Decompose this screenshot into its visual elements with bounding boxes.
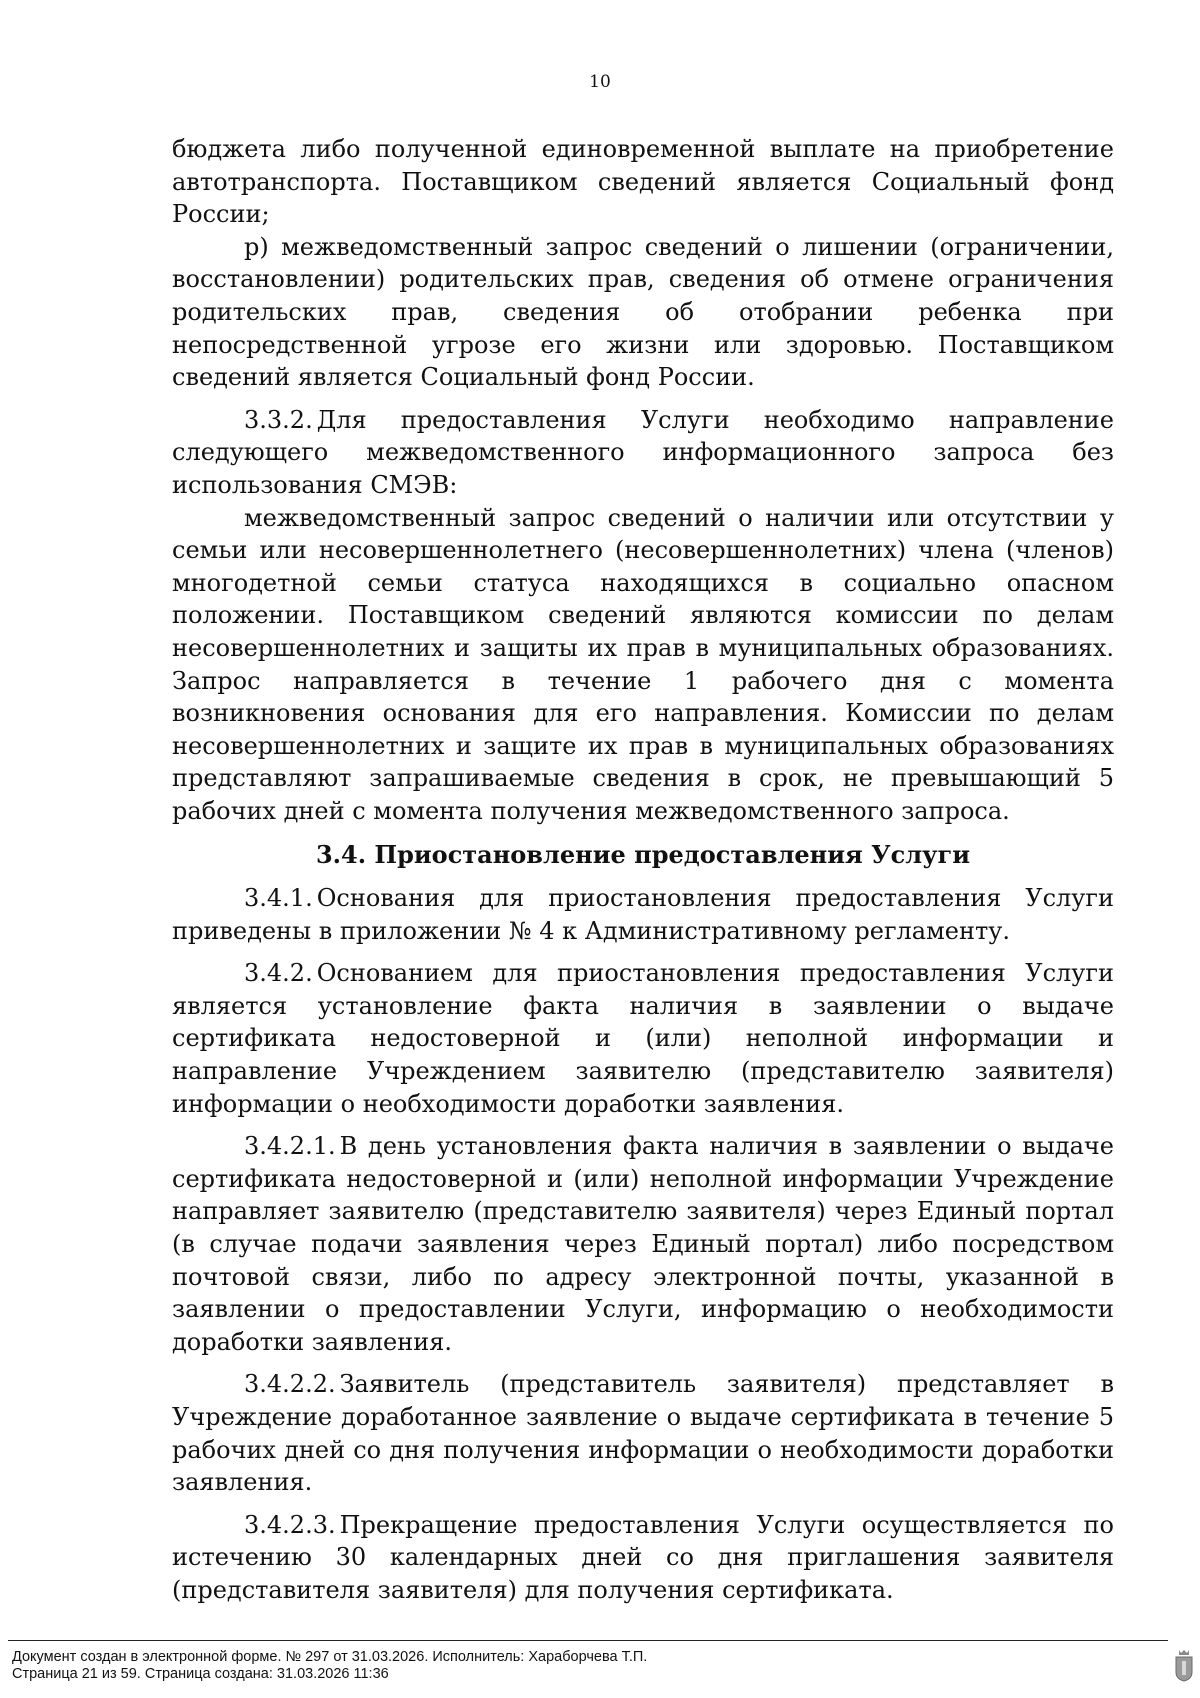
section-number: 3.3.2. bbox=[244, 405, 313, 434]
paragraph-text: Основанием для приостановления предоставления Услуги является установление факта наличия в заявлении о выдаче сертификата недостоверной и (или) неполной информации и направление Учреждением заявителю (представителю заявителя) информации о необходимости доработки заявления. bbox=[172, 959, 1114, 1118]
paragraph-item-r: р) межведомственный запрос сведений о лишении (ограничении, восстановлении) родительских прав, сведения об отмене ограничения родительских прав, сведения об отобрании ребенка при непосредственной угрозе его жизни или здоровью. Поставщиком сведений является Социальный фонд России. bbox=[172, 232, 1114, 392]
section-number: 3.4.2.1. bbox=[244, 1132, 336, 1161]
paragraph-3-4-2-2 bbox=[172, 1368, 1114, 1498]
document-body bbox=[172, 133, 1114, 1607]
paragraph-3-4-2 bbox=[172, 957, 1114, 1120]
footer-line-document-info: Документ создан в электронной форме. № 297 от 31.03.2026. Исполнитель: Хараборчева Т.П. bbox=[12, 1649, 648, 1665]
paragraph-3-4-2-1 bbox=[172, 1130, 1114, 1358]
paragraph-interagency-request: межведомственный запрос сведений о наличии или отсутствии у семьи или несовершеннолетнего (несовершеннолетних) члена (членов) многодетной семьи статуса находящихся в социально опасном положении. Поставщиком сведений являются комиссии по делам несовершеннолетних и защиты их прав в муниципальных образованиях. Запрос направляется в течение 1 рабочего дня с момента возникновения основания для его направления. Комиссии по делам несовершеннолетних и защите их прав в муниципальных образованиях представляют запрашиваемые сведения в срок, не превышающий 5 рабочих дней с момента получения межведомственного запроса. bbox=[172, 503, 1114, 825]
paragraph-text: Основания для приостановления предоставления Услуги приведены в приложении № 4 к Административному регламенту. bbox=[172, 884, 1114, 945]
coat-of-arms-icon bbox=[1174, 1648, 1194, 1682]
section-heading: 3.4. Приостановление предоставления Услуги bbox=[315, 840, 971, 870]
paragraph-text: В день установления факта наличия в заявлении о выдаче сертификата недостоверной и (или) неполной информации Учреждение направляет заявителю (представителю заявителя) через Единый портал (в случае подачи заявления через Единый портал) либо посредством почтовой связи, либо по адресу электронной почты, указанной в заявлении о предоставлении Услуги, информацию о необходимости доработки заявления. bbox=[172, 1132, 1114, 1356]
paragraph-3-4-1 bbox=[172, 882, 1114, 947]
footer-line-page-info: Страница 21 из 59. Страница создана: 31.03.2026 11:36 bbox=[12, 1666, 389, 1682]
page-number: 10 bbox=[589, 72, 611, 92]
paragraph-text: Заявитель (представитель заявителя) представляет в Учреждение доработанное заявление о выдаче сертификата в течение 5 рабочих дней со дня получения информации о необходимости доработки заявления. bbox=[172, 1370, 1114, 1497]
paragraph-continuation: бюджета либо полученной единовременной выплате на приобретение автотранспорта. Поставщиком сведений является Социальный фонд России; bbox=[172, 135, 1114, 229]
section-number: 3.4.2.3. bbox=[244, 1510, 336, 1539]
document-footer bbox=[12, 1649, 647, 1683]
paragraph-3-4-2-3 bbox=[172, 1509, 1114, 1607]
paragraph-text: Прекращение предоставления Услуги осуществляется по истечению 30 календарных дней со дня приглашения заявителя (представителя заявителя) для получения сертификата. bbox=[172, 1510, 1114, 1604]
paragraph-3-3-2 bbox=[172, 404, 1114, 502]
paragraph-text: Для предоставления Услуги необходимо направление следующего межведомственного информационного запроса без использования СМЭВ: bbox=[172, 405, 1114, 499]
section-number: 3.4.2. bbox=[244, 959, 313, 988]
section-number: 3.4.2.2. bbox=[244, 1370, 336, 1399]
footer-divider bbox=[8, 1640, 1168, 1641]
section-number: 3.4.1. bbox=[244, 884, 313, 913]
